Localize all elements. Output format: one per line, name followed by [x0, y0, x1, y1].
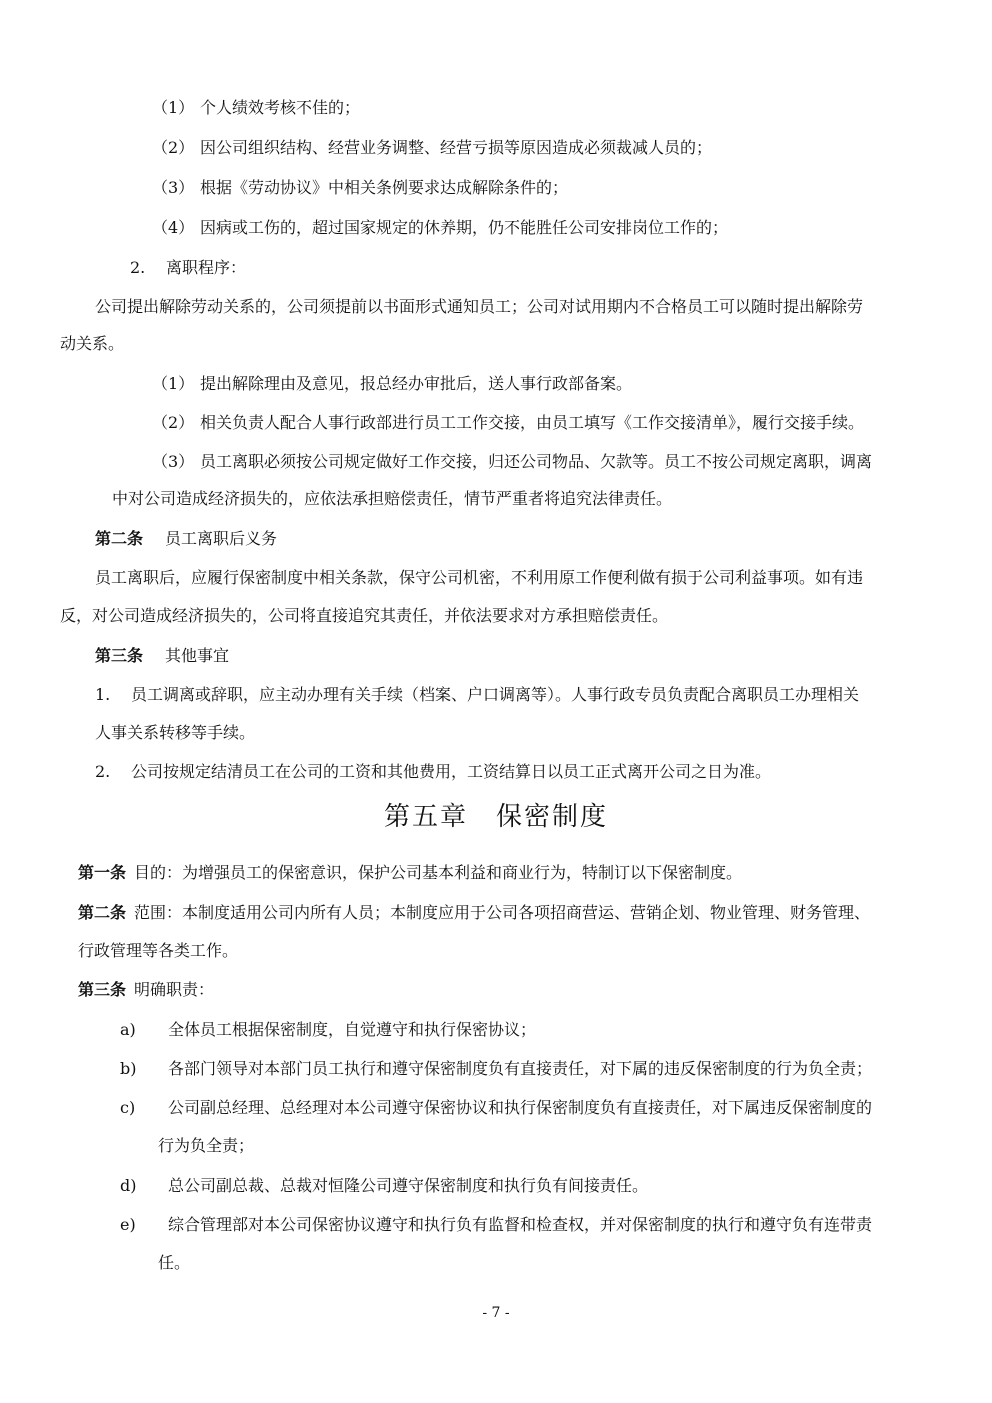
paragraph-line: 公司提出解除劳动关系的，公司须提前以书面形式通知员工；公司对试用期内不合格员工可以随时提出解除劳	[95, 297, 864, 316]
item-text: 根据《劳动协议》中相关条例要求达成解除条件的；	[200, 178, 569, 197]
chapter-title: 第五章 保密制度	[383, 802, 608, 832]
item-number: 2.	[95, 762, 111, 781]
duty-letter: e)	[120, 1215, 136, 1234]
list-item	[152, 98, 360, 118]
list-item	[152, 218, 728, 238]
article-title: 其他事宜	[165, 646, 230, 665]
item-text: 个人绩效考核不佳的；	[200, 98, 361, 117]
article-label: 第三条	[95, 646, 144, 665]
duty-letter: b)	[120, 1059, 137, 1078]
paragraph-line: 反，对公司造成经济损失的，公司将直接追究其责任，并依法要求对方承担赔偿责任。	[60, 606, 669, 625]
article-line	[78, 980, 214, 1000]
duty-item	[120, 1059, 872, 1079]
paragraph-line: 员工离职后，应履行保密制度中相关条款，保守公司机密，不利用原工作便利做有损于公司利益事项。如有违	[95, 568, 864, 587]
item-number: 1.	[95, 685, 111, 704]
procedure-heading	[130, 258, 246, 278]
item-number: （1）	[152, 98, 195, 117]
duty-letter: a)	[120, 1020, 136, 1039]
article-text: 明确职责：	[134, 980, 215, 999]
procedure-title: 离职程序：	[166, 258, 247, 277]
duty-text: 各部门领导对本部门员工执行和遵守保密制度负有直接责任，对下属的违反保密制度的行为负全责；	[168, 1059, 873, 1078]
paragraph-line: 行为负全责；	[158, 1136, 255, 1155]
article-label: 第三条	[78, 980, 127, 999]
duty-item	[120, 1215, 872, 1235]
article-text: 范围：本制度适用公司内所有人员；本制度应用于公司各项招商营运、营销企划、物业管理、财务管理、	[134, 903, 871, 922]
list-item	[152, 452, 872, 472]
item-text: 相关负责人配合人事行政部进行员工工作交接，由员工填写《工作交接清单》，履行交接手续。	[200, 413, 865, 432]
article-label: 第一条	[78, 863, 127, 882]
duty-text: 全体员工根据保密制度，自觉遵守和执行保密协议；	[168, 1020, 537, 1039]
paragraph-line: 人事关系转移等手续。	[95, 723, 256, 742]
item-text: 提出解除理由及意见，报总经办审批后，送人事行政部备案。	[200, 374, 633, 393]
item-text: 公司按规定结清员工在公司的工资和其他费用，工资结算日以员工正式离开公司之日为准。	[131, 762, 772, 781]
item-number: （2）	[152, 138, 195, 157]
duty-letter: c)	[120, 1098, 136, 1117]
item-text: 因病或工伤的，超过国家规定的休养期，仍不能胜任公司安排岗位工作的；	[200, 218, 729, 237]
duty-item	[120, 1098, 872, 1118]
list-item	[152, 178, 568, 198]
procedure-number: 2.	[130, 258, 146, 277]
paragraph-line: 动关系。	[60, 334, 125, 353]
item-number: （1）	[152, 374, 195, 393]
paragraph-line: 行政管理等各类工作。	[78, 941, 239, 960]
article-heading	[95, 646, 229, 666]
item-text: 员工离职必须按公司规定做好工作交接，归还公司物品、欠款等。员工不按公司规定离职，调离	[200, 452, 873, 471]
paragraph-line: 任。	[158, 1253, 191, 1272]
duty-item	[120, 1176, 648, 1196]
item-number: （3）	[152, 452, 195, 471]
paragraph-line: 中对公司造成经济损失的，应依法承担赔偿责任，情节严重者将追究法律责任。	[112, 489, 673, 508]
duty-item	[120, 1020, 536, 1040]
duty-text: 综合管理部对本公司保密协议遵守和执行负有监督和检查权，并对保密制度的执行和遵守负有连带责	[168, 1215, 873, 1234]
duty-letter: d)	[120, 1176, 137, 1195]
item-text: 员工调离或辞职，应主动办理有关手续（档案、户口调离等）。人事行政专员负责配合离职员工办理相关	[131, 685, 860, 704]
list-item	[152, 138, 712, 158]
article-title: 员工离职后义务	[165, 529, 278, 548]
article-label: 第二条	[95, 529, 144, 548]
article-line	[78, 863, 742, 883]
article-line	[78, 903, 870, 923]
list-item	[95, 762, 771, 782]
article-label: 第二条	[78, 903, 127, 922]
list-item	[152, 374, 632, 394]
list-item	[152, 413, 864, 433]
article-heading	[95, 529, 277, 549]
article-text: 目的：为增强员工的保密意识，保护公司基本利益和商业行为，特制订以下保密制度。	[134, 863, 743, 882]
item-text: 因公司组织结构、经营业务调整、经营亏损等原因造成必须裁减人员的；	[200, 138, 713, 157]
duty-text: 公司副总经理、总经理对本公司遵守保密协议和执行保密制度负有直接责任，对下属违反保密制度的	[168, 1098, 873, 1117]
duty-text: 总公司副总裁、总裁对恒隆公司遵守保密制度和执行负有间接责任。	[168, 1176, 649, 1195]
item-number: （3）	[152, 178, 195, 197]
item-number: （4）	[152, 218, 195, 237]
page-number: - 7 -	[482, 1305, 510, 1321]
item-number: （2）	[152, 413, 195, 432]
list-item	[95, 685, 859, 705]
